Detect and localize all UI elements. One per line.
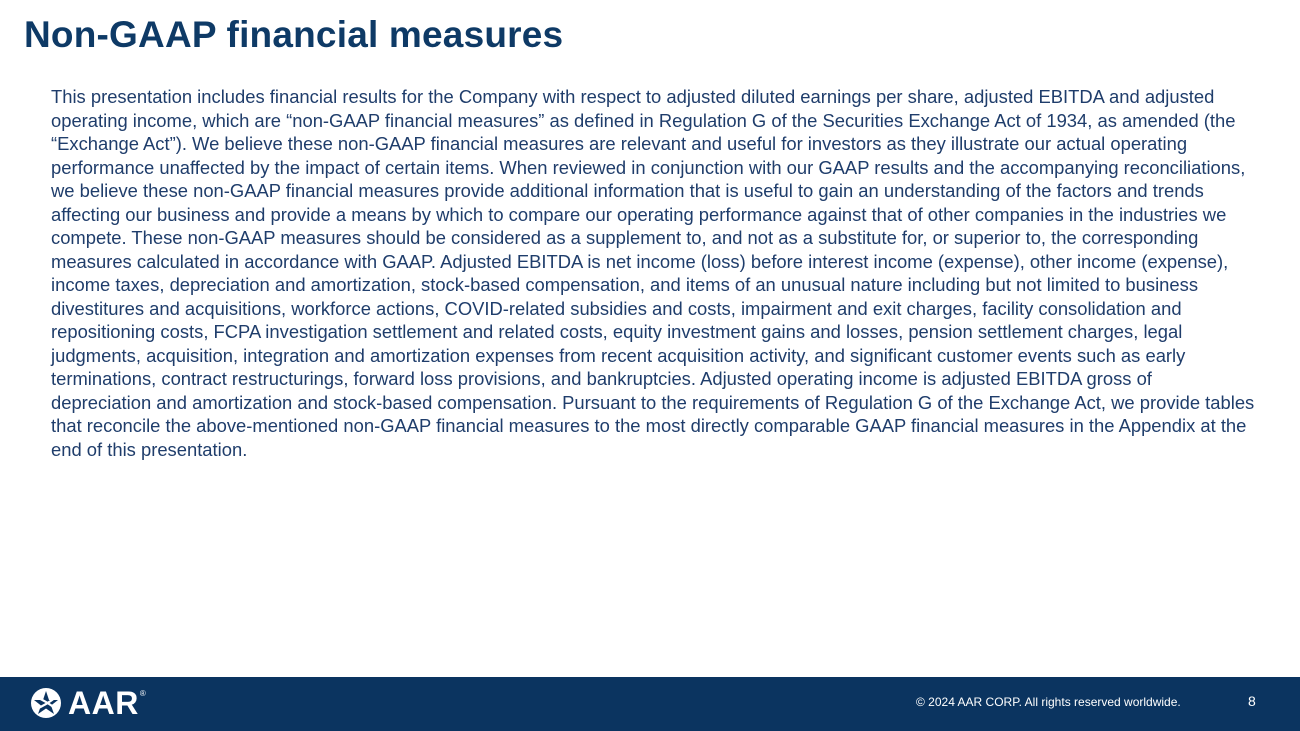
- slide-title: Non-GAAP financial measures: [24, 14, 564, 55]
- aar-logo: [30, 685, 146, 721]
- logo-registered-mark: ®: [139, 689, 146, 698]
- copyright-text: © 2024 AAR CORP. All rights reserved worldwide.: [916, 695, 1181, 709]
- page-number: 8: [1248, 693, 1256, 709]
- aar-star-icon: [30, 687, 62, 719]
- footer-bar: [0, 677, 1300, 731]
- logo-wordmark: AAR: [68, 685, 139, 721]
- disclaimer-paragraph: This presentation includes financial results for the Company with respect to adjusted diluted earnings per share, adjusted EBITDA and adjusted operating income, which are “non-GAAP financial measures” as defined in Regulation G of the Securities Exchange Act of 1934, as amended (the “Exchange Act”). We believe these non-GAAP financial measures are relevant and useful for investors as they illustrate our actual operating performance unaffected by the impact of certain items. When reviewed in conjunction with our GAAP results and the accompanying reconciliations, we believe these non-GAAP financial measures provide additional information that is useful to gain an understanding of the factors and trends affecting our business and provide a means by which to compare our operating performance against that of other companies in the industries we compete. These non-GAAP measures should be considered as a supplement to, and not as a substitute for, or superior to, the corresponding measures calculated in accordance with GAAP. Adjusted EBITDA is net income (loss) before interest income (expense), other income (expense), income taxes, depreciation and amortization, stock-based compensation, and items of an unusual nature including but not limited to business divestitures and acquisitions, workforce actions, COVID-related subsidies and costs, impairment and exit charges, facility consolidation and repositioning costs, FCPA investigation settlement and related costs, equity investment gains and losses, pension settlement charges, legal judgments, acquisition, integration and amortization expenses from recent acquisition activity, and significant customer events such as early terminations, contract restructurings, forward loss provisions, and bankruptcies. Adjusted operating income is adjusted EBITDA gross of depreciation and amortization and stock-based compensation. Pursuant to the requirements of Regulation G of the Exchange Act, we provide tables that reconcile the above-mentioned non-GAAP financial measures to the most directly comparable GAAP financial measures in the Appendix at the end of this presentation.: [51, 86, 1255, 460]
